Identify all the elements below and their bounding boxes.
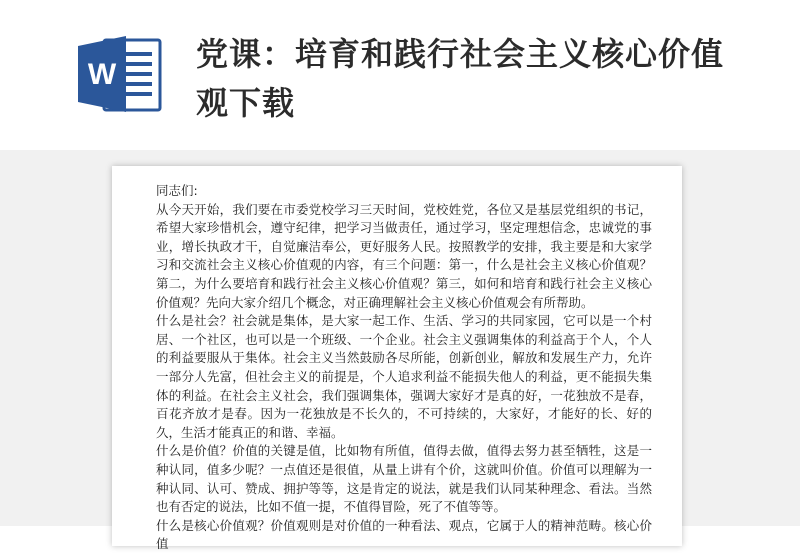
word-icon-letter: W xyxy=(87,58,117,91)
document-paragraph: 什么是核心价值观？价值观则是对价值的一种看法、观点，它属于人的精神范畴。核心价值 xyxy=(156,517,652,552)
word-document-icon xyxy=(74,32,166,116)
document-body xyxy=(156,182,652,554)
page-title: 党课：培育和践行社会主义核心价值观下载 xyxy=(196,35,725,122)
document-paragraph: 同志们: xyxy=(156,183,198,198)
document-page xyxy=(112,166,682,552)
document-paragraph: 什么是社会？社会就是集体，是大家一起工作、生活、学习的共同家园，它可以是一个村居、一个社区，也可以是一个班级、一个企业。社会主义强调集体的利益高于个人，个人的利益要服从于集体。社会主义当然鼓励各尽所能，创新创业，解放和发展生产力，允许一部分人先富，但社会主义的前提是，个人追求利益不能损失他人的利益，更不能损失集体的利益。在社会主义社会，我们强调集体，强调大家好才是真的好，一花独放不是春，百花齐放才是春。因为一花独放是不长久的，不可持续的，大家好，才能好的长、好的久，生活才能真正的和谐、幸福。 xyxy=(156,313,652,440)
header xyxy=(0,0,800,150)
document-paragraph: 什么是价值？价值的关键是值，比如物有所值，值得去做，值得去努力甚至牺牲，这是一种认同，值多少呢？一点值还是很值，从量上讲有个价，这就叫价值。价值可以理解为一种认同、认可、赞成、拥护等等，这是肯定的说法，就是我们认同某种理念、看法。当然也有否定的说法，比如不值一提，不值得冒险，死了不值等等。 xyxy=(156,443,652,515)
document-paragraph: 从今天开始，我们要在市委党校学习三天时间，党校姓党，各位又是基层党组织的书记，希望大家珍惜机会，遵守纪律，把学习当做责任，通过学习，坚定理想信念，忠诚党的事业，增长执政才干，自觉廉洁奉公，更好服务人民。按照教学的安排，我主要是和大家学习和交流社会主义核心价值观的内容，有三个问题：第一，什么是社会主义核心价值观？第二，为什么要培育和践行社会主义核心价值观？第三，如何和培育和践行社会主义核心价值观？先向大家介绍几个概念，对正确理解社会主义核心价值观会有所帮助。 xyxy=(156,201,652,310)
